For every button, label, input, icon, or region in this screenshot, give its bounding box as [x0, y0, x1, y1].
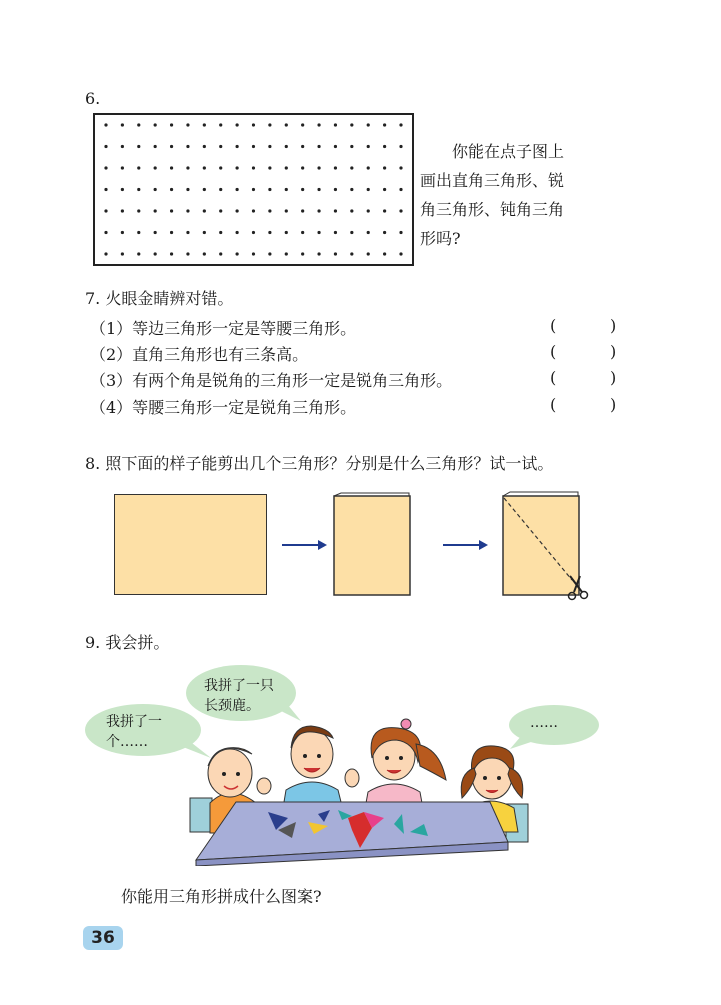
grid-dot	[268, 123, 271, 126]
grid-dot	[236, 252, 239, 255]
grid-dot	[317, 252, 320, 255]
grid-dot	[350, 145, 353, 148]
grid-dot	[137, 123, 140, 126]
q6-question	[420, 137, 620, 253]
grid-dot	[334, 166, 337, 169]
grid-dot	[104, 123, 107, 126]
grid-dot	[203, 252, 206, 255]
answer-paren-open-4: (	[550, 395, 557, 414]
grid-dot	[285, 231, 288, 234]
answer-paren-close-4: )	[610, 395, 617, 414]
grid-dot	[252, 166, 255, 169]
grid-dot	[367, 231, 370, 234]
grid-dot	[350, 166, 353, 169]
speech-bubble-left-text	[106, 712, 162, 752]
grid-dot	[285, 252, 288, 255]
grid-dot	[317, 209, 320, 212]
grid-dot	[268, 145, 271, 148]
grid-dot	[301, 166, 304, 169]
answer-paren-close-3: )	[610, 368, 617, 387]
answer-paren-open-2: (	[550, 342, 557, 361]
paper-folded-once	[331, 490, 413, 598]
grid-dot	[399, 231, 402, 234]
judge-row-1	[90, 316, 630, 342]
grid-dot	[154, 145, 157, 148]
grid-dot	[367, 123, 370, 126]
grid-dot	[350, 252, 353, 255]
grid-dot	[154, 166, 157, 169]
bubble-middle-line-1: 我拼了一只	[204, 678, 274, 694]
grid-dot	[186, 252, 189, 255]
grid-dot	[219, 252, 222, 255]
grid-dot	[301, 188, 304, 191]
paper-square	[114, 494, 267, 595]
grid-dot	[383, 252, 386, 255]
grid-dot	[252, 231, 255, 234]
dot-grid	[93, 113, 414, 266]
grid-dot	[317, 188, 320, 191]
bubble-left-line-1: 我拼了一	[106, 714, 162, 730]
grid-dot	[170, 231, 173, 234]
judge-statement-3: （3）有两个角是锐角的三角形一定是锐角三角形。	[90, 371, 453, 390]
grid-dot	[252, 209, 255, 212]
grid-dot	[154, 123, 157, 126]
q6-line-4: 形吗?	[420, 229, 461, 248]
children-tangram-illustration	[188, 718, 538, 866]
q6-line-2: 画出直角三角形、锐	[420, 171, 565, 190]
grid-dot	[154, 209, 157, 212]
grid-dot	[285, 145, 288, 148]
grid-dot	[285, 209, 288, 212]
grid-dot	[186, 188, 189, 191]
grid-dot	[252, 145, 255, 148]
grid-dot	[383, 145, 386, 148]
grid-dot	[399, 209, 402, 212]
grid-dot	[301, 123, 304, 126]
grid-dot	[367, 252, 370, 255]
q6-line-1: 你能在点子图上	[420, 142, 565, 161]
grid-dot	[236, 188, 239, 191]
grid-dot	[154, 252, 157, 255]
judge-row-4	[90, 395, 630, 421]
grid-dot	[170, 209, 173, 212]
grid-dot	[137, 252, 140, 255]
q6-line-3: 角三角形、钝角三角	[420, 200, 565, 219]
grid-dot	[186, 166, 189, 169]
grid-dot	[121, 123, 124, 126]
grid-dot	[350, 123, 353, 126]
grid-dot	[203, 123, 206, 126]
grid-dot	[367, 145, 370, 148]
grid-dot	[236, 209, 239, 212]
grid-dot	[121, 145, 124, 148]
judge-statement-1: （1）等边三角形一定是等腰三角形。	[90, 319, 357, 338]
grid-dot	[121, 231, 124, 234]
grid-dot	[137, 166, 140, 169]
grid-dot	[219, 123, 222, 126]
grid-dot	[367, 209, 370, 212]
grid-dot	[334, 145, 337, 148]
grid-dot	[104, 252, 107, 255]
grid-dot	[317, 231, 320, 234]
grid-dot	[268, 209, 271, 212]
grid-dot	[334, 252, 337, 255]
child-girl-middle	[364, 719, 446, 814]
arrow-right-icon	[441, 538, 489, 552]
grid-dot	[317, 123, 320, 126]
grid-dot	[383, 188, 386, 191]
dot-grid-svg	[95, 115, 412, 264]
bubble-left-line-2: 个……	[106, 734, 148, 750]
q7-title: 7. 火眼金睛辨对错。	[85, 289, 234, 308]
grid-dot	[170, 123, 173, 126]
grid-dot	[104, 145, 107, 148]
grid-dot	[186, 123, 189, 126]
grid-dot	[350, 209, 353, 212]
arrow-right-icon	[280, 538, 328, 552]
grid-dot	[137, 231, 140, 234]
q6-number: 6.	[85, 89, 101, 108]
grid-dot	[268, 166, 271, 169]
grid-dot	[383, 123, 386, 126]
grid-dot	[236, 166, 239, 169]
q9-title: 9. 我会拼。	[85, 633, 170, 652]
grid-dot	[252, 188, 255, 191]
grid-dot	[203, 231, 206, 234]
grid-dot	[350, 231, 353, 234]
grid-dot	[104, 231, 107, 234]
grid-dot	[203, 166, 206, 169]
grid-dot	[367, 188, 370, 191]
grid-dot	[203, 145, 206, 148]
grid-dot	[236, 145, 239, 148]
grid-dot	[170, 252, 173, 255]
judge-statement-4: （4）等腰三角形一定是锐角三角形。	[90, 398, 357, 417]
grid-dot	[186, 231, 189, 234]
grid-dot	[186, 209, 189, 212]
grid-dot	[236, 231, 239, 234]
grid-dot	[268, 231, 271, 234]
grid-dot	[383, 231, 386, 234]
grid-dot	[252, 123, 255, 126]
grid-dot	[301, 231, 304, 234]
answer-paren-close-1: )	[610, 316, 617, 335]
grid-dot	[154, 188, 157, 191]
grid-dot	[104, 209, 107, 212]
grid-dot	[219, 166, 222, 169]
grid-dot	[399, 166, 402, 169]
grid-dot	[252, 252, 255, 255]
grid-dot	[137, 209, 140, 212]
judge-row-3	[90, 368, 630, 394]
grid-dot	[334, 188, 337, 191]
grid-dot	[268, 252, 271, 255]
answer-paren-close-2: )	[610, 342, 617, 361]
grid-dot	[285, 188, 288, 191]
grid-dot	[104, 188, 107, 191]
q9-question: 你能用三角形拼成什么图案?	[121, 887, 322, 906]
grid-dot	[186, 145, 189, 148]
grid-dot	[219, 231, 222, 234]
speech-bubble-middle-text	[204, 676, 274, 716]
page-number: 36	[83, 926, 123, 950]
grid-dot	[334, 231, 337, 234]
answer-paren-open-1: (	[550, 316, 557, 335]
grid-dot	[383, 166, 386, 169]
grid-dot	[203, 188, 206, 191]
grid-dot	[219, 145, 222, 148]
grid-dot	[137, 145, 140, 148]
grid-dot	[137, 188, 140, 191]
bubble-middle-line-2: 长颈鹿。	[204, 698, 260, 714]
grid-dot	[203, 209, 206, 212]
speech-bubble-right-text: ……	[530, 715, 558, 731]
grid-dot	[399, 123, 402, 126]
answer-paren-open-3: (	[550, 368, 557, 387]
grid-dot	[399, 188, 402, 191]
grid-dot	[170, 188, 173, 191]
grid-dot	[268, 188, 271, 191]
grid-dot	[170, 145, 173, 148]
grid-dot	[317, 145, 320, 148]
judge-statement-2: （2）直角三角形也有三条高。	[90, 345, 309, 364]
grid-dot	[334, 123, 337, 126]
grid-dot	[121, 209, 124, 212]
paper-folded-cut	[500, 488, 600, 606]
grid-dot	[334, 209, 337, 212]
grid-dot	[285, 166, 288, 169]
grid-dot	[104, 166, 107, 169]
q8-title: 8. 照下面的样子能剪出几个三角形？分别是什么三角形？试一试。	[85, 454, 554, 473]
grid-dot	[170, 166, 173, 169]
grid-dot	[219, 209, 222, 212]
judge-row-2	[90, 342, 630, 368]
grid-dot	[121, 188, 124, 191]
grid-dot	[399, 252, 402, 255]
grid-dot	[219, 188, 222, 191]
grid-dot	[301, 145, 304, 148]
grid-dot	[285, 123, 288, 126]
grid-dot	[154, 231, 157, 234]
grid-dot	[383, 209, 386, 212]
grid-dot	[317, 166, 320, 169]
grid-dot	[399, 145, 402, 148]
grid-dot	[350, 188, 353, 191]
child-boy-middle	[282, 726, 359, 814]
grid-dot	[121, 252, 124, 255]
grid-dot	[367, 166, 370, 169]
grid-dot	[236, 123, 239, 126]
grid-dot	[121, 166, 124, 169]
grid-dot	[301, 252, 304, 255]
grid-dot	[301, 209, 304, 212]
